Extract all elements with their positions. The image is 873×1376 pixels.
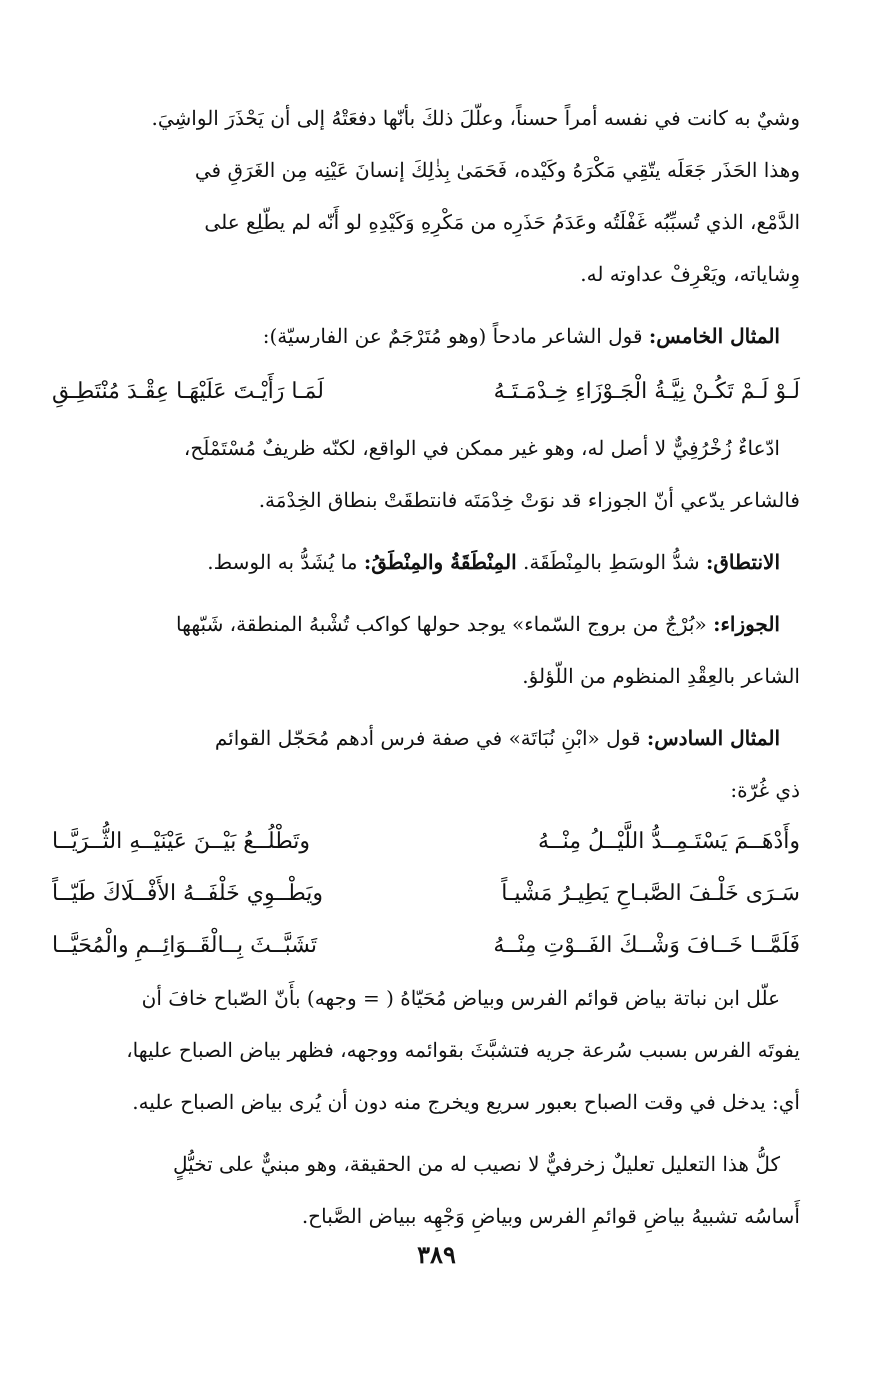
page-number: ٣٨٩	[417, 1240, 456, 1269]
text-line	[52, 598, 800, 650]
verse-second-hemistich: ويَطْــوِي خَلْفَــهُ الأَفْــلَاكَ طَيّــاً	[52, 881, 324, 906]
verse-line	[52, 816, 800, 868]
text-line: علّل ابن نباتة بياض قوائم الفرس وبياض مُحَيّاهُ ( = وجهه) بأَنّ الصّباح خافَ أن	[141, 986, 780, 1010]
glossary-term: الجوزاء:	[713, 612, 780, 636]
text-line: أي: يدخل في وقت الصباح بعبور سريع ويخرج منه دون أن يُرى بياض الصباح عليه.	[132, 1090, 800, 1114]
text-line: وهذا الحَذَر جَعَلَه يتّقِي مَكْرَهُ وكَيْده، فَحَمَىٰ بِذٰلِكَ إنسانَ عَيْنِه مِن الغَرَقِ في	[194, 158, 800, 182]
glossary-definition: شدُّ الوسَطِ بالمِنْطَقَة.	[523, 550, 700, 574]
paragraph-explanation-5	[52, 422, 800, 526]
verses-example-6	[52, 816, 800, 972]
verse-example-5	[52, 366, 800, 418]
text-line: أَساسُه تشبيهُ بياضِ قوائمِ الفرس وبياضِ وَجْهِه ببياض الصَّباح.	[301, 1204, 800, 1228]
text-line: ادّعاءٌ زُخْرُفِيٌّ لا أصل له، وهو غير ممكن في الواقع، لكنّه ظريفٌ مُسْتَمْلَح،	[183, 436, 780, 460]
text-line: وِشاياته، ويَعْرِفْ عداوته له.	[580, 262, 800, 286]
paragraph-explanation-6	[52, 972, 800, 1128]
example-6-heading	[52, 712, 800, 816]
text-line: فالشاعر يدّعي أنّ الجوزاء قد نوَتْ خِدْمَتَه فانتطقَتْ بنطاق الخِدْمَة.	[258, 488, 800, 512]
verse-second-hemistich: لَمَـا رَأَيْـتَ عَلَيْهَـا عِقْـدَ مُنْتَطِـقِ	[52, 379, 324, 404]
text-line: يفوتَه الفرس بسبب سُرعة جريه فتشبَّثَ بقوائمه ووجهه، فظهر بياض الصباح عليها،	[126, 1038, 800, 1062]
verse-first-hemistich: فَلَمَّــا خَــافَ وَشْــكَ الفَــوْتِ مِنْــهُ	[493, 933, 800, 958]
verse-first-hemistich: وأَدْهَــمَ يَسْتَـمِــدُّ اللَّيْــلُ مِنْــهُ	[537, 829, 800, 854]
text-line	[52, 712, 800, 764]
text-line: الشاعر بالعِقْدِ المنظوم من اللّؤلؤ.	[522, 664, 800, 688]
text-line: ذي غُرّة:	[730, 778, 800, 802]
text-line: وشيٌ به كانت في نفسه أمراً حسناً، وعلّلَ ذلكَ بأنّها دفعَتْهُ إلى أن يَحْذَرَ الواشِيَ.	[151, 106, 800, 130]
verse-line	[52, 868, 800, 920]
paragraph-conclusion	[52, 1138, 800, 1242]
glossary-jawza	[52, 598, 800, 702]
example-5-text: قول الشاعر مادحاً (وهو مُتَرْجَمٌ عن الفارسيّة):	[262, 324, 643, 348]
verse-second-hemistich: تَشَبَّــثَ بِــالْقَــوَائِــمِ والْمُحَيَّــا	[52, 933, 318, 958]
example-5-label: المثال الخامس:	[648, 324, 780, 348]
glossary-definition: «بُرْجٌ من بروج السّماء» يوجد حولها كواكب تُشْبهُ المنطقة، شَبّهها	[176, 612, 707, 636]
glossary-definition: ما يُشَدُّ به الوسط.	[207, 550, 358, 574]
verse-second-hemistich: وتَطْلُــعُ بَيْــنَ عَيْنَيْــهِ الثُّــرَيَّــا	[52, 829, 310, 854]
verse-first-hemistich: لَـوْ لَـمْ تَكُـنْ نِيَّـةُ الْجَـوْزَاءِ خِـدْمَـتَـهُ	[493, 379, 800, 404]
glossary-term: المِنْطَقَةُ والمِنْطَقُ:	[363, 550, 517, 574]
glossary-intitaq	[52, 536, 800, 588]
example-6-label: المثال السادس:	[646, 726, 780, 750]
glossary-term: الانتطاق:	[706, 550, 780, 574]
example-5-heading	[52, 310, 800, 362]
paragraph-intro	[52, 92, 800, 300]
text-line: الدَّمْع، الذي تُسبِّبُه غَفْلَتُه وعَدَمُ حَذَرِه من مَكْرِهِ وَكَيْدِهِ لو أَنّه لم يطّلِع على	[204, 210, 800, 234]
verse-first-hemistich: سَـرَى خَلْـفَ الصَّبـاحِ يَطِيـرُ مَشْيـاً	[501, 881, 800, 906]
example-6-text: قول «ابْنِ نُبَاتَة» في صفة فرس أدهم مُحَجّل القوائم	[214, 726, 641, 750]
text-line: كلُّ هذا التعليل تعليلٌ زخرفيٌّ لا نصيب له من الحقيقة، وهو مبنيٌّ على تخيُّلٍ	[173, 1152, 780, 1176]
verse-line	[52, 920, 800, 972]
